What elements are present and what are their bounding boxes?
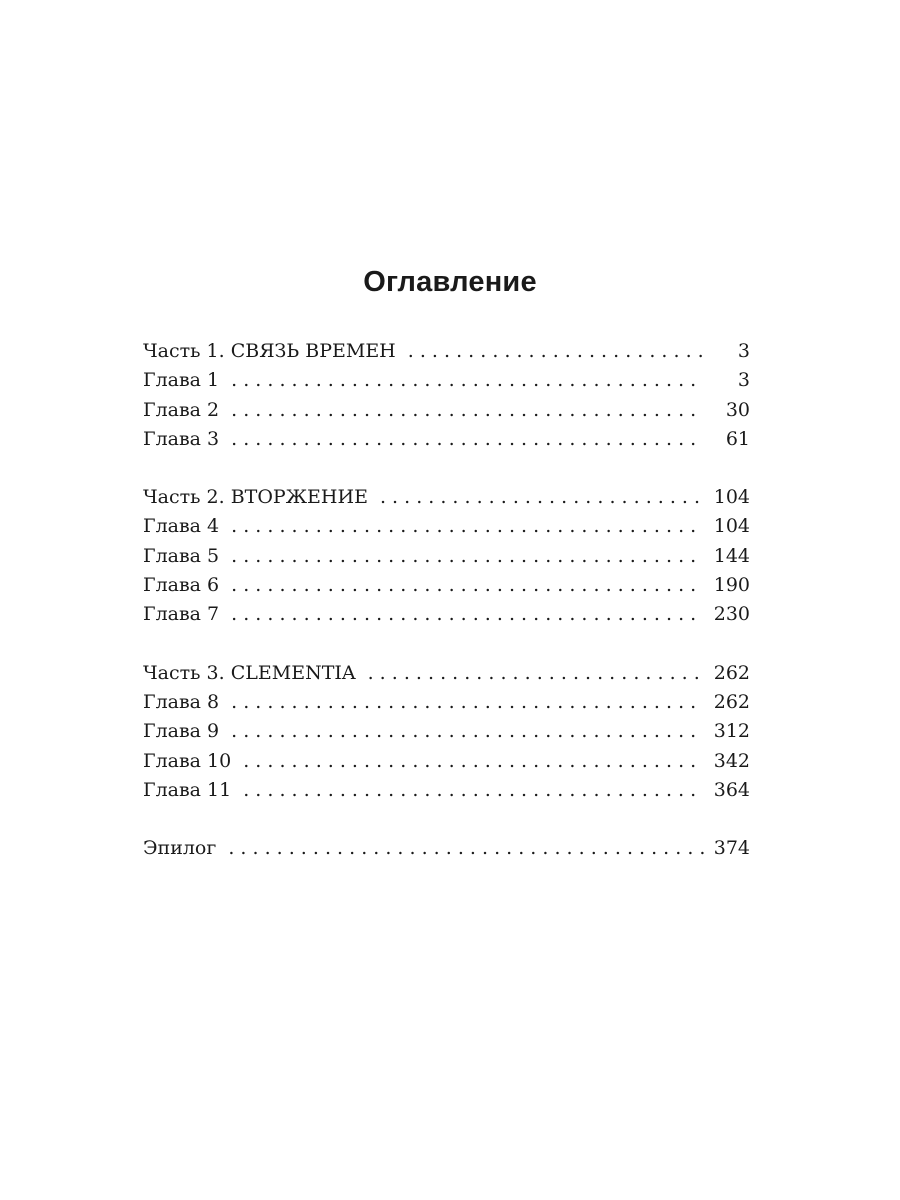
toc-entry-page: 3 xyxy=(737,340,750,362)
toc-entry-label: Часть 1. СВЯЗЬ ВРЕМЕН xyxy=(143,340,396,362)
page-title: Оглавление xyxy=(363,266,537,298)
toc-entry-label: Глава 7 xyxy=(143,603,220,626)
toc-entry-label: Глава 10 xyxy=(143,749,232,772)
toc-entry-page: 374 xyxy=(713,837,750,860)
dot-leader xyxy=(231,512,704,541)
toc-entry-label: Часть 3. CLEMENTIA xyxy=(143,661,356,684)
toc-entry-page: 364 xyxy=(713,778,750,801)
toc-entry-page: 262 xyxy=(713,661,750,684)
toc-entry xyxy=(143,337,750,366)
toc-entry-page: 190 xyxy=(713,574,750,597)
toc-entry-label: Глава 8 xyxy=(143,690,220,713)
toc-entry xyxy=(143,512,750,541)
toc-group-epilogue xyxy=(143,834,750,863)
toc-entry-page: 312 xyxy=(713,720,750,743)
toc-group-part-2 xyxy=(143,483,750,629)
toc-entry xyxy=(143,834,750,863)
dot-leader xyxy=(231,396,704,425)
toc-entry xyxy=(143,747,750,776)
toc-entry-label: Эпилог xyxy=(143,837,217,860)
dot-leader xyxy=(368,659,704,688)
toc-entry-page: 342 xyxy=(713,749,750,772)
toc-entry-label: Глава 6 xyxy=(143,574,220,597)
toc-entry-page: 3 xyxy=(737,369,750,392)
dot-leader xyxy=(243,776,704,805)
dot-leader xyxy=(380,483,704,512)
dot-leader xyxy=(231,717,704,746)
toc-entry-page: 262 xyxy=(713,690,750,713)
toc-entry xyxy=(143,688,750,717)
dot-leader xyxy=(231,542,704,571)
toc-entry xyxy=(143,659,750,688)
toc-entry xyxy=(143,600,750,629)
toc-entry-page: 104 xyxy=(713,515,750,538)
toc-entry xyxy=(143,396,750,425)
dot-leader xyxy=(408,337,704,366)
dot-leader xyxy=(231,600,704,629)
toc-entry xyxy=(143,542,750,571)
toc-entry-page: 30 xyxy=(725,398,750,421)
toc-entry xyxy=(143,483,750,512)
toc-entry xyxy=(143,776,750,805)
toc-entry xyxy=(143,571,750,600)
toc-group-part-3 xyxy=(143,659,750,805)
toc-entry-page: 144 xyxy=(713,544,750,567)
toc-entry xyxy=(143,366,750,395)
toc-entry xyxy=(143,717,750,746)
toc-entry-page: 230 xyxy=(713,603,750,626)
toc-entry-label: Часть 2. ВТОРЖЕНИЕ xyxy=(143,486,368,509)
toc-entry xyxy=(143,425,750,454)
toc-entry-label: Глава 2 xyxy=(143,398,220,421)
toc-entry-page: 61 xyxy=(725,427,750,450)
dot-leader xyxy=(231,688,704,717)
toc-entry-label: Глава 1 xyxy=(143,369,220,392)
toc-group-part-1 xyxy=(143,337,750,454)
dot-leader xyxy=(231,366,704,395)
dot-leader xyxy=(231,425,704,454)
toc-entry-label: Глава 4 xyxy=(143,515,220,538)
toc-entry-page: 104 xyxy=(713,486,750,509)
toc-entry-label: Глава 9 xyxy=(143,720,220,743)
dot-leader xyxy=(228,834,704,863)
toc-entry-label: Глава 11 xyxy=(143,778,232,801)
dot-leader xyxy=(243,747,704,776)
dot-leader xyxy=(231,571,704,600)
table-of-contents xyxy=(143,337,750,863)
toc-entry-label: Глава 5 xyxy=(143,544,220,567)
toc-entry-label: Глава 3 xyxy=(143,427,220,450)
